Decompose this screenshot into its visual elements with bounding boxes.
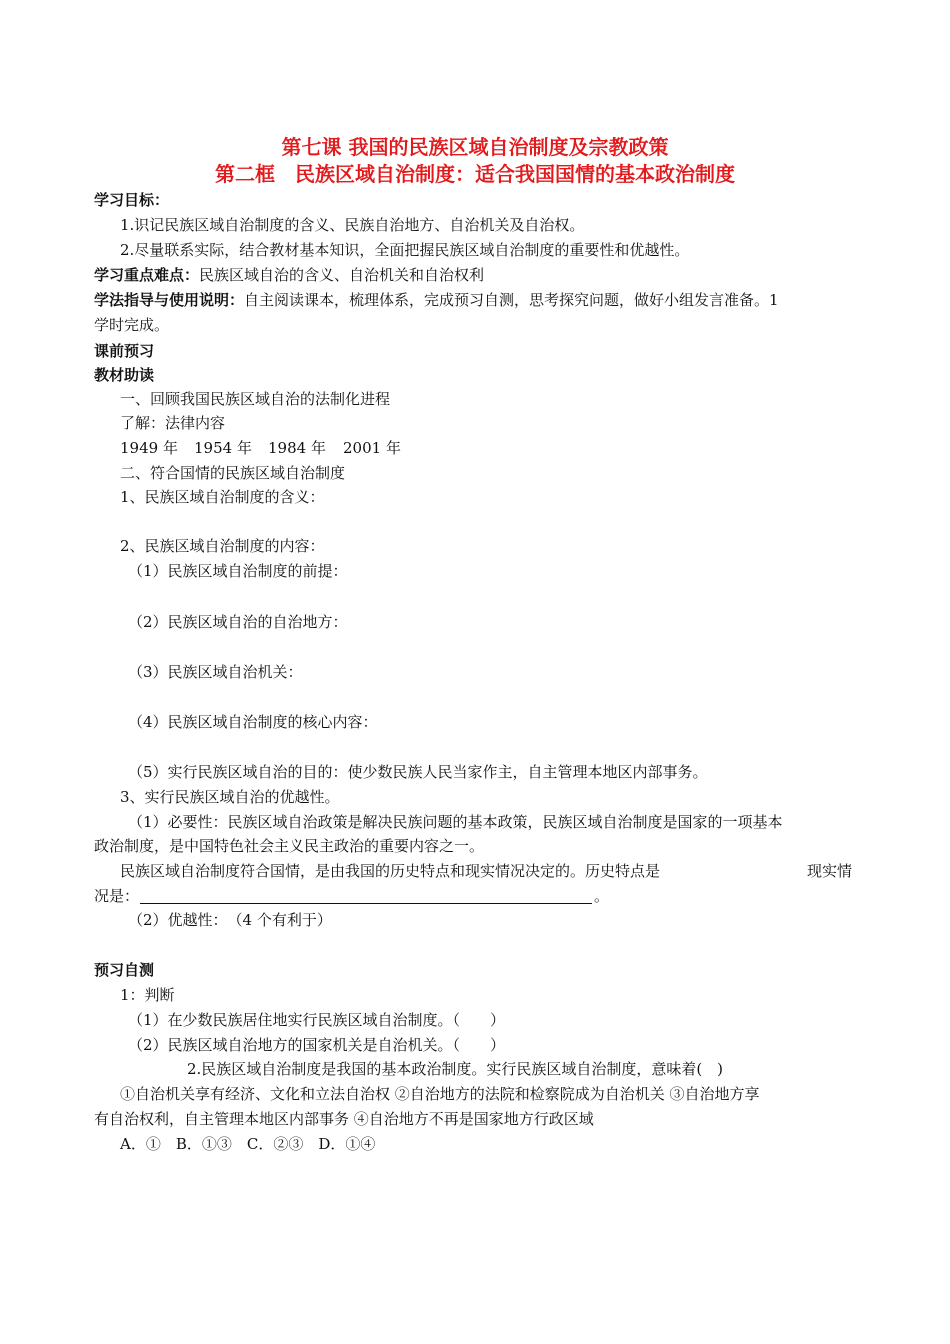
- preview-subheading: 教材助读: [94, 366, 155, 384]
- question-3-para-1-tail: 现实情: [807, 862, 853, 880]
- question-2-5: （5）实行民族区域自治的目的：使少数民族人民当家作主，自主管理本地区内部事务。: [128, 763, 708, 781]
- section-1-title: 一、回顾我国民族区域自治的法制化进程: [120, 390, 391, 408]
- answer-blank-line: [140, 903, 592, 904]
- preview-heading: 课前预习: [94, 342, 155, 360]
- question-3-1-line-a: （1）必要性：民族区域自治政策是解决民族问题的基本政策，民族区域自治制度是国家的一项基本: [128, 813, 783, 831]
- guide-text-1: 自主阅读课本，梳理体系，完成预习自测，思考探究问题，做好小组发言准备。1: [244, 291, 779, 309]
- section-1-know: 了解：法律内容: [120, 414, 226, 432]
- question-2: 2、民族区域自治制度的内容：: [120, 537, 325, 555]
- question-3-1-line-b: 政治制度，是中国特色社会主义民主政治的重要内容之一。: [94, 837, 485, 855]
- year-1984: 1984 年: [268, 439, 326, 457]
- goal-item-2: 2.尽量联系实际，结合教材基本知识，全面把握民族区域自治制度的重要性和优越性。: [120, 241, 690, 259]
- goals-label: 学习目标：: [94, 191, 170, 209]
- year-1954: 1954 年: [194, 439, 252, 457]
- section-2-title: 二、符合国情的民族区域自治制度: [120, 464, 346, 482]
- question-2-1: （1）民族区域自治制度的前提：: [128, 562, 348, 580]
- keypoints-text: 民族区域自治的含义、自治机关和自治权利: [199, 266, 485, 284]
- keypoints-label: 学习重点难点：: [94, 266, 200, 284]
- selftest-q1-label: 1：判断: [120, 986, 175, 1004]
- year-2001: 2001 年: [343, 439, 401, 457]
- selftest-q2-choices: A．① B．①③ C．②③ D．①④: [120, 1135, 376, 1153]
- question-3-para-1: 民族区域自治制度符合国情，是由我国的历史特点和现实情况决定的。历史特点是: [120, 862, 661, 880]
- year-1949: 1949 年: [120, 439, 178, 457]
- selftest-q2-stem: 2.民族区域自治制度是我国的基本政治制度。实行民族区域自治制度，意味着( ): [187, 1060, 724, 1078]
- question-2-4: （4）民族区域自治制度的核心内容：: [128, 713, 378, 731]
- guide-line-1: [94, 290, 779, 310]
- question-3-para-2-end: 。: [594, 887, 610, 905]
- question-1: 1、民族区域自治制度的含义：: [120, 488, 325, 506]
- selftest-heading: 预习自测: [94, 961, 155, 979]
- question-3-2: （2）优越性： （4 个有利于）: [128, 911, 332, 929]
- question-3: 3、实行民族区域自治的优越性。: [120, 788, 340, 806]
- goal-item-1: 1.识记民族区域自治制度的含义、民族自治地方、自治机关及自治权。: [120, 216, 585, 234]
- selftest-q2-options-b: 有自治权利，自主管理本地区内部事务 ④自治地方不再是国家地方行政区域: [94, 1110, 594, 1128]
- selftest-q1-1: （1）在少数民族居住地实行民族区域自治制度。（ ）: [128, 1011, 506, 1029]
- keypoints-line: [94, 265, 484, 285]
- guide-label: 学法指导与使用说明：: [94, 291, 245, 309]
- question-3-para-2-head: 况是：: [94, 887, 140, 905]
- title-line-2: 第二框 民族区域自治制度：适合我国国情的基本政治制度: [215, 162, 735, 186]
- selftest-q2-options-a: ①自治机关享有经济、文化和立法自治权 ②自治地方的法院和检察院成为自治机关 ③自治地方享: [120, 1085, 760, 1103]
- guide-line-2: 学时完成。: [94, 316, 170, 334]
- question-2-3: （3）民族区域自治机关：: [128, 663, 303, 681]
- title-line-1: 第七课 我国的民族区域自治制度及宗教政策: [281, 135, 669, 159]
- selftest-q1-2: （2）民族区域自治地方的国家机关是自治机关。（ ）: [128, 1036, 506, 1054]
- question-2-2: （2）民族区域自治的自治地方：: [128, 613, 348, 631]
